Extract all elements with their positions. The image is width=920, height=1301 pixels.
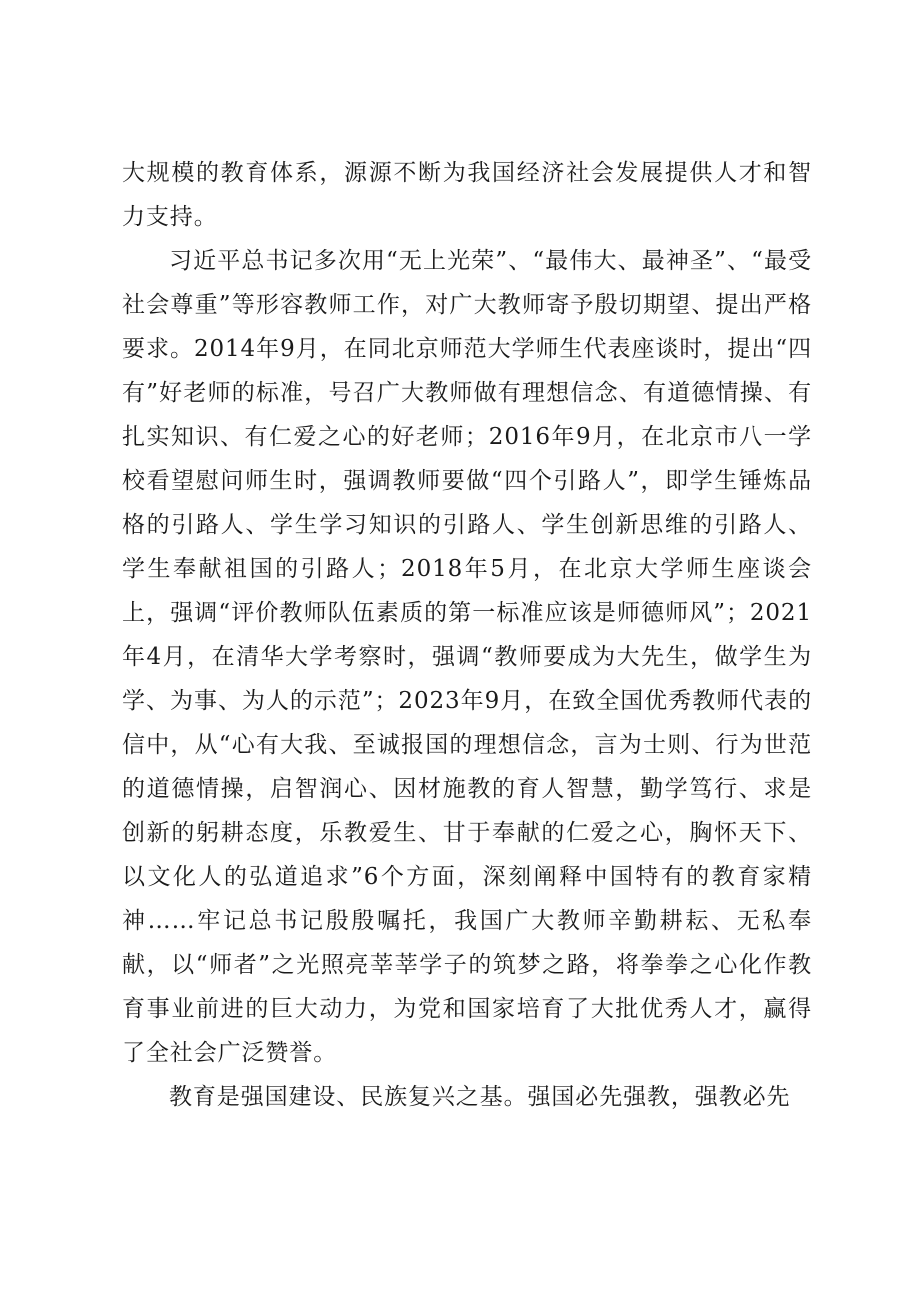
paragraph-teacher-expectations: 习近平总书记多次用“无上光荣”、“最伟大、最神圣”、“最受社会尊重”等形容教师工作，对广大教师寄予殷切期望、提出严格要求。2014年9月，在同北京师范大学师生代表座谈时，提出“四有”好老师的标准，号召广大教师做有理想信念、有道德情操、有扎实知识、有仁爱之心的好老师；2016年9月，在北京市八一学校看望慰问师生时，强调教师要做“四个引路人”，即学生锤炼品格的引路人、学生学习知识的引路人、学生创新思维的引路人、学生奉献祖国的引路人；2018年5月，在北京大学师生座谈会上，强调“评价教师队伍素质的第一标准应该是师德师风”；2021年4月，在清华大学考察时，强调“教师要成为大先生，做学生为学、为事、为人的示范”；2023年9月，在致全国优秀教师代表的信中，从“心有大我、至诚报国的理想信念，言为士则、行为世范的道德情操，启智润心、因材施教的育人智慧，勤学笃行、求是创新的躬耕态度，乐教爱生、甘于奉献的仁爱之心，胸怀天下、以文化人的弘道追求”6个方面，深刻阐释中国特有的教育家精神……牢记总书记殷殷嘱托，我国广大教师辛勤耕耘、无私奉献，以“师者”之光照亮莘莘学子的筑梦之路，将拳拳之心化作教育事业前进的巨大动力，为党和国家培育了大批优秀人才，赢得了全社会广泛赞誉。 (122, 248, 812, 1066)
document-body (122, 151, 812, 1119)
paragraph-continuation: 大规模的教育体系，源源不断为我国经济社会发展提供人才和智力支持。 (122, 160, 812, 230)
paragraph-education-foundation: 教育是强国建设、民族复兴之基。强国必先强教，强教必先 (169, 1084, 791, 1110)
